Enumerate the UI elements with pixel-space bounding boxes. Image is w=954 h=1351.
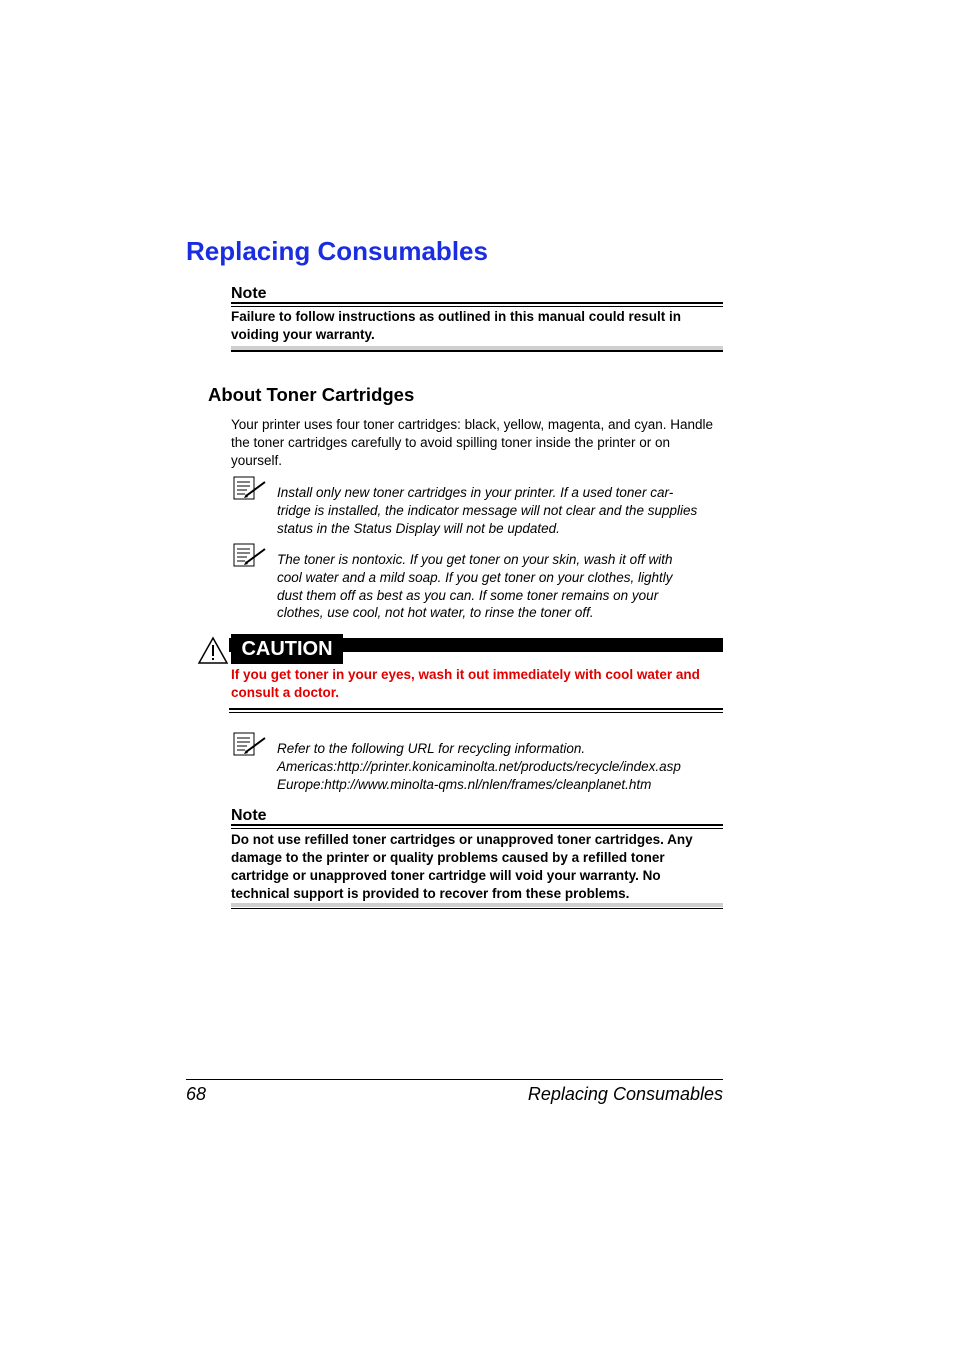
note-line: damage to the printer or quality problems caused by a refilled toner [231, 850, 665, 865]
memo-text-3 [277, 740, 725, 793]
note-line: technical support is provided to recover from these problems. [231, 886, 630, 901]
memo-line: Refer to the following URL for recycling information. [277, 741, 586, 756]
memo-line: The toner is nontoxic. If you get toner on your skin, wash it off with [277, 552, 673, 567]
footer-rule [186, 1079, 723, 1080]
note-line: Do not use refilled toner cartridges or unapproved toner cartridges. Any [231, 832, 693, 847]
caution-text: If you get toner in your eyes, wash it out immediately with cool water and consult a doctor. [231, 667, 700, 700]
caution-bottom-rule [229, 708, 723, 710]
memo-pencil-icon [233, 732, 267, 758]
memo-link-americas: Americas:http://printer.konicaminolta.net/products/recycle/index.asp [277, 758, 681, 774]
warning-triangle-icon [197, 636, 229, 665]
memo-line: dust them off as best as you can. If some toner remains on your [277, 587, 659, 603]
caution-bottom-rule-inner [229, 712, 723, 713]
memo-pencil-icon [233, 543, 267, 569]
memo-line: Install only new toner cartridges in your printer. If a used toner car- [277, 485, 674, 500]
note-top-rule [231, 824, 723, 826]
memo-link-europe: Europe:http://www.minolta-qms.nl/nlen/frames/cleanplanet.htm [277, 776, 652, 792]
memo-text-2 [277, 551, 725, 622]
note-text: Failure to follow instructions as outlined in this manual could result in voiding your warranty. [231, 309, 682, 342]
note-label: Note [231, 807, 267, 824]
note-bottom-rule [231, 350, 723, 352]
footer-chapter-title: Replacing Consumables [527, 1084, 723, 1104]
intro-paragraph: Your printer uses four toner cartridges: black, yellow, magenta, and cyan. Handle the toner cartridges carefully to avoid spilling toner inside the printer or on yourself. [231, 417, 714, 468]
memo-line: cool water and a mild soap. If you get toner on your clothes, lightly [277, 569, 673, 585]
memo-line: clothes, use cool, not hot water, to rinse the toner off. [277, 605, 594, 621]
page-title: Replacing Consumables [186, 236, 488, 266]
section-heading: About Toner Cartridges [208, 384, 415, 405]
memo-line: status in the Status Display will not be updated. [277, 520, 560, 536]
note-line: cartridge or unapproved toner cartridge will void your warranty. No [231, 868, 661, 883]
note-top-rule [231, 302, 723, 304]
memo-pencil-icon [233, 476, 267, 502]
note-bottom-bar [231, 903, 723, 907]
note-top-rule-inner [231, 828, 723, 829]
page-number: 68 [186, 1084, 207, 1104]
note-top-rule-inner [231, 306, 723, 307]
memo-text-1 [277, 484, 725, 537]
note-text [231, 831, 723, 903]
note-label: Note [231, 285, 267, 302]
caution-label: CAUTION [231, 634, 343, 664]
note-bottom-rule [231, 908, 723, 909]
memo-line: tridge is installed, the indicator message will not clear and the supplies [277, 502, 698, 518]
